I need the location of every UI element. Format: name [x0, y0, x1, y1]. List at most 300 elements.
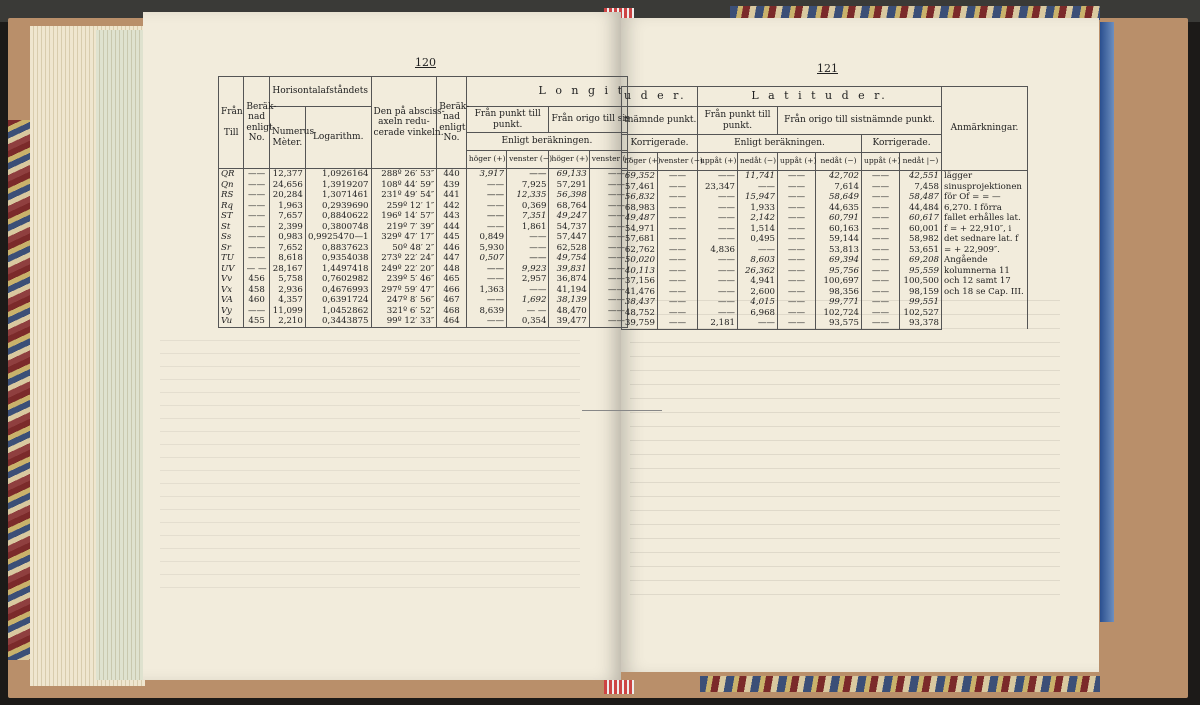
cell-kv: —— [658, 192, 698, 203]
cell-num: 28,167 [269, 264, 305, 275]
cell-num: 8,618 [269, 253, 305, 264]
header-hoger-3: höger (+) [622, 153, 658, 171]
cell-kn: 100,500 [900, 276, 942, 287]
cell-pt: Qn [219, 180, 244, 191]
cell-kv: —— [658, 266, 698, 277]
cell-num: 5,758 [269, 274, 305, 285]
cell-h: 3,917 [466, 169, 506, 180]
cell-on: 42,702 [816, 171, 862, 182]
cell-h: —— [466, 222, 506, 233]
header-latituder: L a t i t u d e r. [698, 87, 942, 107]
show-through-text-left [160, 340, 580, 590]
cell-kn: 7,458 [900, 182, 942, 193]
cell-kv: —— [658, 182, 698, 193]
cell-oh: 48,470 [549, 306, 589, 317]
table-row [219, 243, 628, 254]
cell-no: 465 [437, 274, 467, 285]
cell-ku: —— [862, 203, 900, 214]
cell-b: —— [244, 211, 269, 222]
cell-kh: 57,461 [622, 182, 658, 193]
cell-on: 93,575 [816, 318, 862, 329]
cell-pt: Sr [219, 243, 244, 254]
cell-pu: 4,836 [698, 245, 738, 256]
cell-v: 12,335 [507, 190, 549, 201]
header-longituder-right: u d e r. [622, 87, 698, 107]
cell-pn: 4,015 [738, 297, 778, 308]
cell-h: —— [466, 264, 506, 275]
cell-no: 443 [437, 211, 467, 222]
cell-pn: 1,933 [738, 203, 778, 214]
cell-kv: —— [658, 276, 698, 287]
cell-ou: —— [778, 287, 816, 298]
cell-ku: —— [862, 255, 900, 266]
cell-ou: —— [778, 192, 816, 203]
cell-ov: —— [589, 169, 627, 180]
cell-ou: —— [778, 245, 816, 256]
cell-ou: —— [778, 276, 816, 287]
cell-b: —— [244, 306, 269, 317]
cell-oh: 39,831 [549, 264, 589, 275]
cell-h: —— [466, 274, 506, 285]
cell-v: 0,354 [507, 316, 549, 327]
header-longituder-left: L o n g i t [466, 77, 627, 107]
cell-kh: 49,487 [622, 213, 658, 224]
cell-num: 0,983 [269, 232, 305, 243]
cell-h: 0,849 [466, 232, 506, 243]
cell-log: 1,4497418 [305, 264, 371, 275]
cell-on: 60,791 [816, 213, 862, 224]
cell-kh: 50,020 [622, 255, 658, 266]
cell-kn: 42,551 [900, 171, 942, 182]
cell-pt: TU [219, 253, 244, 264]
cell-pt: Ss [219, 232, 244, 243]
cell-kh: 57,681 [622, 234, 658, 245]
cell-b: —— [244, 232, 269, 243]
cell-pu: —— [698, 255, 738, 266]
cell-ku: —— [862, 266, 900, 277]
cell-ku: —— [862, 224, 900, 235]
cell-kh: 56,832 [622, 192, 658, 203]
table-row [219, 316, 628, 327]
cell-no: 442 [437, 201, 467, 212]
cell-num: 11,099 [269, 306, 305, 317]
cell-num: 20,284 [269, 190, 305, 201]
cell-on: 99,771 [816, 297, 862, 308]
cell-ov: —— [589, 222, 627, 233]
cell-kn: 58,982 [900, 234, 942, 245]
cell-on: 59,144 [816, 234, 862, 245]
cell-log: 0,3443875 [305, 316, 371, 327]
cell-oh: 39,477 [549, 316, 589, 327]
cell-on: 53,813 [816, 245, 862, 256]
header-korrigerade-lat: Korrigerade. [862, 135, 942, 153]
header-hoger-1: höger (+) [466, 151, 506, 169]
cell-pt: Vu [219, 316, 244, 327]
cell-v: —— [507, 243, 549, 254]
cell-pn: 11,741 [738, 171, 778, 182]
cell-ku: —— [862, 287, 900, 298]
cell-kv: —— [658, 245, 698, 256]
cell-ang: 219º 7′ 39″ [371, 222, 437, 233]
cell-num: 2,936 [269, 285, 305, 296]
header-korrigerade-long: Korrigerade. [622, 135, 698, 153]
cell-log: 0,8840622 [305, 211, 371, 222]
header-anmarkningar: Anmärkningar. [942, 87, 1028, 171]
cell-oh: 68,764 [549, 201, 589, 212]
cell-kh: 68,983 [622, 203, 658, 214]
header-nedat-3: nedåt |−) [900, 153, 942, 171]
cell-ku: —— [862, 276, 900, 287]
table-row [219, 169, 628, 180]
cell-log: 0,8837623 [305, 243, 371, 254]
cell-no: 440 [437, 169, 467, 180]
cell-pn: 4,941 [738, 276, 778, 287]
cell-on: 44,635 [816, 203, 862, 214]
cell-kn: 60,617 [900, 213, 942, 224]
section-rule [582, 410, 662, 411]
cell-no: 448 [437, 264, 467, 275]
cell-h: —— [466, 211, 506, 222]
cell-on: 98,356 [816, 287, 862, 298]
cell-pu: —— [698, 203, 738, 214]
cell-kn: 93,378 [900, 318, 942, 329]
cell-b: —— [244, 201, 269, 212]
cell-v: 0,369 [507, 201, 549, 212]
cell-num: 1,963 [269, 201, 305, 212]
cell-ou: —— [778, 203, 816, 214]
cell-num: 7,652 [269, 243, 305, 254]
cell-ang: 247º 8′ 56″ [371, 295, 437, 306]
cell-ku: —— [862, 192, 900, 203]
cell-oh: 57,447 [549, 232, 589, 243]
cell-no: 468 [437, 306, 467, 317]
table-row [219, 274, 628, 285]
cell-oh: 56,398 [549, 190, 589, 201]
cell-pu: 2,181 [698, 318, 738, 329]
cell-ang: 297º 59′ 47″ [371, 285, 437, 296]
cell-kn: 53,651 [900, 245, 942, 256]
cell-h: 8,639 [466, 306, 506, 317]
cell-on: 100,697 [816, 276, 862, 287]
cell-on: 7,614 [816, 182, 862, 193]
cell-oh: 36,874 [549, 274, 589, 285]
cell-ang: 99º 12′ 33″ [371, 316, 437, 327]
cell-ang: 196º 14′ 57″ [371, 211, 437, 222]
cell-no: 439 [437, 180, 467, 191]
cell-b: 455 [244, 316, 269, 327]
cell-pn: 15,947 [738, 192, 778, 203]
header-berak-2: Beräk- nad enligt No. [437, 77, 467, 169]
cell-no: 441 [437, 190, 467, 201]
cell-oh: 62,528 [549, 243, 589, 254]
cell-v: — — [507, 306, 549, 317]
header-numerus: Numerus Mèter. [269, 107, 305, 169]
cell-kh: 37,156 [622, 276, 658, 287]
cell-ou: —— [778, 224, 816, 235]
cell-oh: 49,247 [549, 211, 589, 222]
cell-pu: —— [698, 234, 738, 245]
cell-ov: —— [589, 264, 627, 275]
cell-kh: 39,759 [622, 318, 658, 329]
header-uppat-1: uppåt (+) [698, 153, 738, 171]
cell-ov: —— [589, 180, 627, 191]
cell-ku: —— [862, 171, 900, 182]
header-fran-origo-long: Från origo till sis [549, 107, 628, 133]
cell-kn: 44,484 [900, 203, 942, 214]
cell-kh: 41,476 [622, 287, 658, 298]
table-row [219, 211, 628, 222]
cell-kn: 58,487 [900, 192, 942, 203]
cell-ang: 259º 12′ 1″ [371, 201, 437, 212]
cell-pt: VA [219, 295, 244, 306]
cell-pt: RS [219, 190, 244, 201]
cell-no: 446 [437, 243, 467, 254]
page-number-left: 120 [415, 56, 436, 69]
header-berak-1: Beräk- nad enligt No. [244, 77, 269, 169]
table-row [219, 190, 628, 201]
cell-pt: Rq [219, 201, 244, 212]
cell-kh: 62,762 [622, 245, 658, 256]
cell-pt: St [219, 222, 244, 233]
cell-ou: —— [778, 213, 816, 224]
cell-ku: —— [862, 297, 900, 308]
cell-v: 7,925 [507, 180, 549, 191]
cell-kn: 69,208 [900, 255, 942, 266]
cell-ov: —— [589, 285, 627, 296]
cell-ou: —— [778, 255, 816, 266]
header-nedat-1: nedåt (−) [738, 153, 778, 171]
cell-on: 102,724 [816, 308, 862, 319]
cell-h: —— [466, 190, 506, 201]
coordinate-table-right [621, 86, 1028, 330]
table-row [219, 180, 628, 191]
cell-v: —— [507, 169, 549, 180]
cell-pn: —— [738, 318, 778, 329]
header-fran-origo-lat: Från origo till sistnämnde punkt. [778, 107, 942, 135]
table-row [219, 295, 628, 306]
header-venster-2: venster (− [589, 151, 627, 169]
cell-kv: —— [658, 224, 698, 235]
cell-pu: —— [698, 308, 738, 319]
cell-ou: —— [778, 308, 816, 319]
cell-pu: —— [698, 213, 738, 224]
cell-kv: —— [658, 203, 698, 214]
cell-log: 1,0926164 [305, 169, 371, 180]
header-nedat-2: nedåt (−) [816, 153, 862, 171]
cell-kv: —— [658, 171, 698, 182]
header-fran-punkt-lat: Från punkt till punkt. [698, 107, 778, 135]
cell-kv: —— [658, 234, 698, 245]
cell-v: 1,692 [507, 295, 549, 306]
cell-kn: 102,527 [900, 308, 942, 319]
header-horisontal: Horisontalafståndets [269, 77, 371, 107]
cell-on: 60,163 [816, 224, 862, 235]
marbled-edge-bottom [700, 676, 1100, 692]
bookmark-ribbon-bottom [604, 680, 634, 694]
cell-no: 466 [437, 285, 467, 296]
cell-pn: 2,600 [738, 287, 778, 298]
cell-ov: —— [589, 306, 627, 317]
cell-ang: 239º 5′ 46″ [371, 274, 437, 285]
cell-no: 445 [437, 232, 467, 243]
cell-pn: —— [738, 182, 778, 193]
cell-b: — — [244, 264, 269, 275]
show-through-text-right [630, 300, 1060, 600]
cell-ku: —— [862, 245, 900, 256]
cell-v: —— [507, 285, 549, 296]
header-uppat-2: uppåt (+) [778, 153, 816, 171]
cell-kv: —— [658, 318, 698, 329]
cell-ku: —— [862, 182, 900, 193]
cell-h: —— [466, 295, 506, 306]
cell-oh: 38,139 [549, 295, 589, 306]
cell-pu: —— [698, 224, 738, 235]
cell-log: 0,9925470—1 [305, 232, 371, 243]
cell-pt: Vv [219, 274, 244, 285]
cell-on: 95,756 [816, 266, 862, 277]
header-fran-origo-long-right: tnämnde punkt. [622, 107, 698, 135]
cell-no: 444 [437, 222, 467, 233]
cell-kn: 99,551 [900, 297, 942, 308]
cell-kh: 48,752 [622, 308, 658, 319]
cell-log: 1,0452862 [305, 306, 371, 317]
cell-ku: —— [862, 308, 900, 319]
cell-pt: UV [219, 264, 244, 275]
cell-b: —— [244, 169, 269, 180]
cell-kh: 40,113 [622, 266, 658, 277]
cell-v: —— [507, 253, 549, 264]
cell-on: 69,394 [816, 255, 862, 266]
cell-pu: —— [698, 171, 738, 182]
cell-ang: 321º 6′ 52″ [371, 306, 437, 317]
header-uppat-3: uppåt (+) [862, 153, 900, 171]
header-hoger-2: höger (+) [549, 151, 589, 169]
cell-kn: 95,559 [900, 266, 942, 277]
cell-log: 0,7602982 [305, 274, 371, 285]
cell-pt: Vy [219, 306, 244, 317]
cell-ang: 108º 44′ 59″ [371, 180, 437, 191]
table-row [622, 171, 1028, 182]
cell-num: 7,657 [269, 211, 305, 222]
cell-pu: —— [698, 287, 738, 298]
cell-log: 0,6391724 [305, 295, 371, 306]
cell-pu: 23,347 [698, 182, 738, 193]
cell-kv: —— [658, 255, 698, 266]
cell-ang: 50º 48′ 2″ [371, 243, 437, 254]
header-fran-till: Från Till [219, 77, 244, 169]
coordinate-table-left [218, 76, 632, 328]
cell-kn: 98,159 [900, 287, 942, 298]
cell-kv: —— [658, 297, 698, 308]
cell-oh: 57,291 [549, 180, 589, 191]
cell-no: 447 [437, 253, 467, 264]
cell-ku: —— [862, 234, 900, 245]
cell-ov: —— [589, 274, 627, 285]
cell-h: —— [466, 201, 506, 212]
cell-h: —— [466, 180, 506, 191]
cell-log: 1,3071461 [305, 190, 371, 201]
page-edges-inner [96, 30, 146, 680]
cell-pn: 0,495 [738, 234, 778, 245]
table-row [219, 285, 628, 296]
table-row [219, 264, 628, 275]
header-venster-1: venster (−) [507, 151, 549, 169]
cell-pt: ST [219, 211, 244, 222]
cell-ov: —— [589, 243, 627, 254]
cell-pu: —— [698, 297, 738, 308]
cell-v: —— [507, 232, 549, 243]
cell-no: 464 [437, 316, 467, 327]
cell-pn: —— [738, 245, 778, 256]
cell-kh: 69,352 [622, 171, 658, 182]
page-number-right: 121 [817, 62, 838, 75]
cell-num: 24,656 [269, 180, 305, 191]
cell-b: —— [244, 180, 269, 191]
cell-ku: —— [862, 213, 900, 224]
header-enligt-long: Enligt beräkningen. [466, 133, 627, 151]
cell-log: 0,3800748 [305, 222, 371, 233]
table-row [219, 232, 628, 243]
cell-ov: —— [589, 232, 627, 243]
cell-ku: —— [862, 318, 900, 329]
cell-num: 2,399 [269, 222, 305, 233]
cell-oh: 49,754 [549, 253, 589, 264]
cell-ou: —— [778, 171, 816, 182]
cell-v: 7,351 [507, 211, 549, 222]
cell-v: 9,923 [507, 264, 549, 275]
cell-pn: 6,968 [738, 308, 778, 319]
cell-ang: 249º 22′ 20″ [371, 264, 437, 275]
header-vinkel: Den på absciss- axeln redu- cerade vinkeln. [371, 77, 437, 169]
cell-oh: 54,737 [549, 222, 589, 233]
cell-kv: —— [658, 287, 698, 298]
cell-ou: —— [778, 182, 816, 193]
cell-ou: —— [778, 266, 816, 277]
cell-ou: —— [778, 297, 816, 308]
cell-pn: 2,142 [738, 213, 778, 224]
cell-ov: —— [589, 190, 627, 201]
cell-ov: —— [589, 316, 627, 327]
cell-ang: 231º 49′ 54″ [371, 190, 437, 201]
cell-no: 467 [437, 295, 467, 306]
table-row [219, 253, 628, 264]
table-row [219, 222, 628, 233]
cell-pn: 26,362 [738, 266, 778, 277]
cell-h: —— [466, 316, 506, 327]
table-row [219, 201, 628, 212]
cell-kv: —— [658, 213, 698, 224]
cell-ou: —— [778, 318, 816, 329]
cell-ov: —— [589, 201, 627, 212]
cell-num: 12,377 [269, 169, 305, 180]
cell-b: —— [244, 253, 269, 264]
cell-h: 1,363 [466, 285, 506, 296]
cell-b: 456 [244, 274, 269, 285]
remarks-text: lägger sinusprojektionen för Of = = — 6,270. I förra fallet erhålles lat. f = + 22,910″, i det sednare lat. f = + 22,909″. Angående kolumnerna 11 och 12 samt 17 och 18 se Cap. III. [942, 171, 1028, 330]
cell-pt: Vx [219, 285, 244, 296]
cell-kh: 38,437 [622, 297, 658, 308]
cell-ang: 288º 26′ 53″ [371, 169, 437, 180]
cell-pu: —— [698, 266, 738, 277]
cell-ang: 329º 47′ 17″ [371, 232, 437, 243]
header-enligt-lat: Enligt beräkningen. [698, 135, 862, 153]
cell-log: 0,2939690 [305, 201, 371, 212]
cell-oh: 41,194 [549, 285, 589, 296]
cell-b: —— [244, 222, 269, 233]
cell-h: 0,507 [466, 253, 506, 264]
header-logarithm: Logarithm. [305, 107, 371, 169]
cell-ov: —— [589, 253, 627, 264]
